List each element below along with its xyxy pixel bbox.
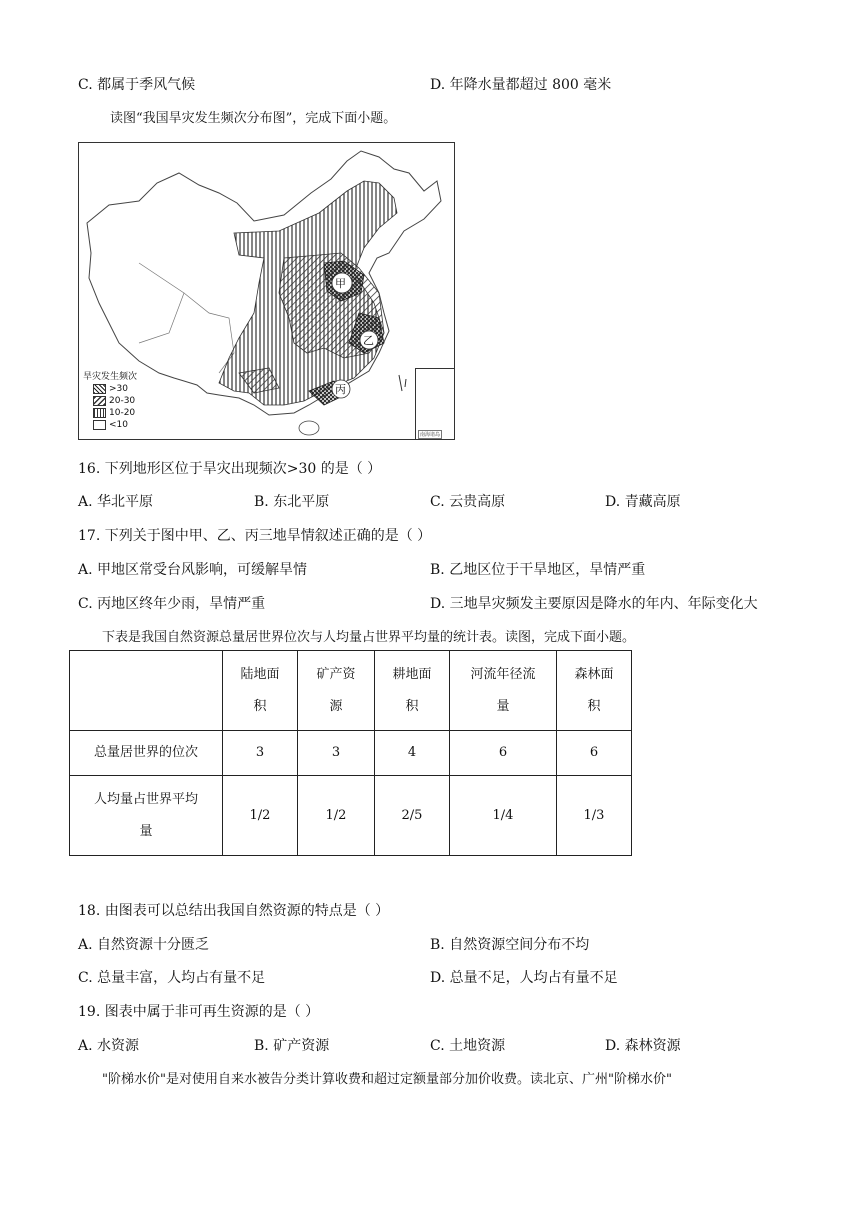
table-corner: [70, 651, 223, 731]
legend-item: 10-20: [109, 408, 136, 418]
water-price-intro: "阶梯水价"是对使用自来水被告分类计算收费和超过定额量部分加价收费。读北京、广州"阶梯水价": [102, 1072, 672, 1087]
map-label-yi: 乙: [363, 334, 374, 347]
table-cell: 6: [450, 731, 557, 776]
q18-stem: 18. 由图表可以总结出我国自然资源的特点是（ ）: [78, 903, 390, 919]
q18-option-a: A. 自然资源十分匮乏: [78, 937, 210, 953]
table-header: 耕地面 积: [375, 651, 450, 731]
q18-option-c: C. 总量丰富，人均占有量不足: [78, 970, 266, 986]
q17-option-c: C. 丙地区终年少雨，旱情严重: [78, 596, 266, 612]
table-header: 陆地面 积: [223, 651, 298, 731]
table-row-label: 总量居世界的位次: [70, 731, 223, 776]
map-label-bing: 丙: [335, 383, 346, 396]
table-header: 河流年径流 量: [450, 651, 557, 731]
q19-option-d: D. 森林资源: [605, 1038, 681, 1054]
inset-label: 南海诸岛: [420, 432, 441, 438]
table-cell: 2/5: [375, 776, 450, 856]
map-legend: [83, 371, 137, 431]
q19-option-b: B. 矿产资源: [254, 1038, 330, 1054]
q17-stem: 17. 下列关于图中甲、乙、丙三地旱情叙述正确的是（ ）: [78, 528, 432, 544]
resource-table: [69, 650, 632, 856]
q16-option-a: A. 华北平原: [78, 494, 154, 510]
q16-option-c: C. 云贵高原: [430, 494, 506, 510]
q18-option-d: D. 总量不足，人均占有量不足: [430, 970, 618, 986]
legend-swatch-diagonal: [93, 396, 106, 406]
table-header: 矿产资 源: [298, 651, 375, 731]
table-row-label: 人均量占世界平均 量: [70, 776, 223, 856]
legend-item: 20-30: [109, 396, 136, 406]
table-cell: 3: [223, 731, 298, 776]
map-label-jia: 甲: [335, 277, 346, 290]
q19-stem: 19. 图表中属于非可再生资源的是（ ）: [78, 1004, 320, 1020]
q17-option-a: A. 甲地区常受台风影响，可缓解旱情: [78, 562, 308, 578]
table-cell: 1/3: [557, 776, 632, 856]
q16-option-b: B. 东北平原: [254, 494, 330, 510]
table-cell: 4: [375, 731, 450, 776]
table-intro: 下表是我国自然资源总量居世界位次与人均量占世界平均量的统计表。读图，完成下面小题。: [102, 630, 636, 645]
legend-item: <10: [109, 420, 128, 430]
legend-swatch-vertical: [93, 408, 106, 418]
table-cell: 6: [557, 731, 632, 776]
table-cell: 1/4: [450, 776, 557, 856]
q17-option-d: D. 三地旱灾频发主要原因是降水的年内、年际变化大: [430, 596, 758, 612]
q16-stem: 16. 下列地形区位于旱灾出现频次>30 的是（ ）: [78, 461, 382, 477]
q19-option-c: C. 土地资源: [430, 1038, 506, 1054]
table-cell: 3: [298, 731, 375, 776]
q15-option-c: C. 都属于季风气候: [78, 77, 196, 93]
map-intro: 读图“我国旱灾发生频次分布图”，完成下面小题。: [110, 111, 397, 126]
legend-swatch-crosshatch: [93, 384, 106, 394]
table-header: 森林面 积: [557, 651, 632, 731]
legend-item: >30: [109, 384, 128, 394]
table-cell: 1/2: [223, 776, 298, 856]
q16-option-d: D. 青藏高原: [605, 494, 681, 510]
q15-option-d: D. 年降水量都超过 800 毫米: [430, 77, 612, 93]
q19-option-a: A. 水资源: [78, 1038, 140, 1054]
q18-option-b: B. 自然资源空间分布不均: [430, 937, 590, 953]
table-cell: 1/2: [298, 776, 375, 856]
legend-title: 旱灾发生频次: [83, 372, 138, 382]
q17-option-b: B. 乙地区位于干旱地区，旱情严重: [430, 562, 646, 578]
south-china-sea-inset: [415, 368, 455, 440]
drought-frequency-map: [78, 142, 455, 440]
legend-swatch-blank: [93, 420, 106, 430]
